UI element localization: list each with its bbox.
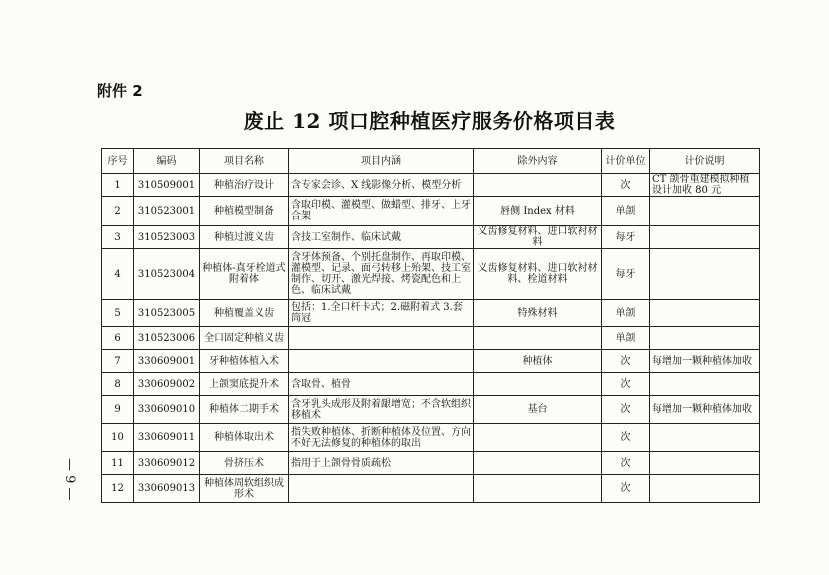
cell-pricing-notes [650,249,760,300]
page-number: — 9 — [62,458,77,501]
cell-pricing-notes [650,452,760,475]
cell-item-name: 种植体取出术 [200,424,289,452]
cell-seq: 2 [102,197,134,226]
table-row [102,350,760,373]
cell-item-name: 上颌窦底提升术 [200,373,289,396]
cell-code: 330609012 [134,452,200,475]
attachment-label: 附件 2 [97,82,143,100]
cell-exclusions: 特殊材料 [474,300,602,327]
cell-pricing-notes [650,327,760,350]
cell-seq: 4 [102,249,134,300]
cell-exclusions [474,327,602,350]
cell-item-name: 种植过渡义齿 [200,226,289,249]
cell-code: 330609001 [134,350,200,373]
cell-unit: 每牙 [602,249,650,300]
cell-unit: 单颌 [602,300,650,327]
cell-exclusions: 唇侧 Index 材料 [474,197,602,226]
cell-pricing-notes [650,424,760,452]
cell-item-name: 种植体周软组织成形术 [200,475,289,503]
cell-seq: 1 [102,174,134,197]
cell-exclusions [474,452,602,475]
cell-code: 330609010 [134,396,200,424]
table-row [102,327,760,350]
table-row [102,424,760,452]
cell-unit: 次 [602,424,650,452]
cell-item-content: 含取印模、灌模型、做蜡型、排牙、上牙合架 [289,197,474,226]
page-title: 废止 12 项口腔种植医疗服务价格项目表 [243,109,616,133]
cell-item-content [289,475,474,503]
header-code: 编码 [134,149,200,174]
cell-exclusions: 义齿修复材料、进口软衬材料、栓道材料 [474,249,602,300]
cell-unit: 次 [602,174,650,197]
cell-code: 310523001 [134,197,200,226]
cell-item-content: 包括：1.全口杆卡式；2.磁附着式 3.套筒冠 [289,300,474,327]
cell-item-content: 含牙体预备、个别托盘制作、再取印模、灌模型、记录、面弓转移上殆架、技工室制作、切开、激光焊接、烤瓷配色和上色、临床试戴 [289,249,474,300]
header-item-content: 项目内涵 [289,149,474,174]
cell-item-content: 指失败种植体、折断种植体及位置、方向不好无法修复的种植体的取出 [289,424,474,452]
cell-code: 310523004 [134,249,200,300]
cell-unit: 单颌 [602,197,650,226]
cell-item-name: 种植治疗设计 [200,174,289,197]
header-item-name: 项目名称 [200,149,289,174]
table-header-row [102,149,760,174]
cell-item-content [289,327,474,350]
cell-unit: 单颌 [602,327,650,350]
cell-code: 310523006 [134,327,200,350]
table-row [102,373,760,396]
cell-seq: 11 [102,452,134,475]
cell-item-name: 种植体-真牙栓道式附着体 [200,249,289,300]
cell-seq: 10 [102,424,134,452]
cell-pricing-notes [650,475,760,503]
cell-item-name: 种植体二期手术 [200,396,289,424]
cell-item-content: 含牙乳头成形及附着龈增宽；不含软组织移植术 [289,396,474,424]
cell-unit: 每牙 [602,226,650,249]
cell-exclusions: 种植体 [474,350,602,373]
cell-exclusions [474,174,602,197]
cell-exclusions [474,475,602,503]
table-row [102,174,760,197]
cell-pricing-notes: 每增加一颗种植体加收 [650,396,760,424]
table-row [102,300,760,327]
cell-item-content [289,350,474,373]
cell-code: 330609013 [134,475,200,503]
cell-item-content: 含专家会诊、X 线影像分析、模型分析 [289,174,474,197]
header-pricing-notes: 计价说明 [650,149,760,174]
cell-unit: 次 [602,452,650,475]
cell-code: 310509001 [134,174,200,197]
cell-pricing-notes [650,197,760,226]
cell-unit: 次 [602,475,650,503]
cell-exclusions [474,373,602,396]
cell-seq: 9 [102,396,134,424]
price-items-table [101,148,760,503]
cell-exclusions: 义齿修复材料、进口软衬材料 [474,226,602,249]
cell-code: 330609011 [134,424,200,452]
cell-unit: 次 [602,396,650,424]
cell-item-name: 骨挤压术 [200,452,289,475]
cell-pricing-notes [650,373,760,396]
cell-item-name: 全口固定种植义齿 [200,327,289,350]
table-row [102,249,760,300]
cell-item-name: 种植模型制备 [200,197,289,226]
table-row [102,197,760,226]
cell-code: 330609002 [134,373,200,396]
table-row [102,475,760,503]
cell-item-name: 种植覆盖义齿 [200,300,289,327]
table-row [102,452,760,475]
cell-code: 310523005 [134,300,200,327]
cell-item-content: 含技工室制作、临床试戴 [289,226,474,249]
cell-exclusions [474,424,602,452]
cell-item-content: 含取骨、植骨 [289,373,474,396]
cell-pricing-notes [650,300,760,327]
table-row [102,226,760,249]
header-unit: 计价单位 [602,149,650,174]
cell-unit: 次 [602,373,650,396]
cell-seq: 12 [102,475,134,503]
cell-seq: 8 [102,373,134,396]
table-row [102,396,760,424]
cell-pricing-notes: 每增加一颗种植体加收 [650,350,760,373]
cell-seq: 6 [102,327,134,350]
header-exclusions: 除外内容 [474,149,602,174]
cell-seq: 7 [102,350,134,373]
cell-pricing-notes [650,226,760,249]
cell-seq: 5 [102,300,134,327]
cell-pricing-notes: CT 颌骨重建模拟种植设计加收 80 元 [650,174,760,197]
cell-item-name: 牙种植体植入术 [200,350,289,373]
cell-item-content: 指用于上颌骨骨质疏松 [289,452,474,475]
header-seq: 序号 [102,149,134,174]
cell-unit: 次 [602,350,650,373]
cell-code: 310523003 [134,226,200,249]
cell-exclusions: 基台 [474,396,602,424]
cell-seq: 3 [102,226,134,249]
